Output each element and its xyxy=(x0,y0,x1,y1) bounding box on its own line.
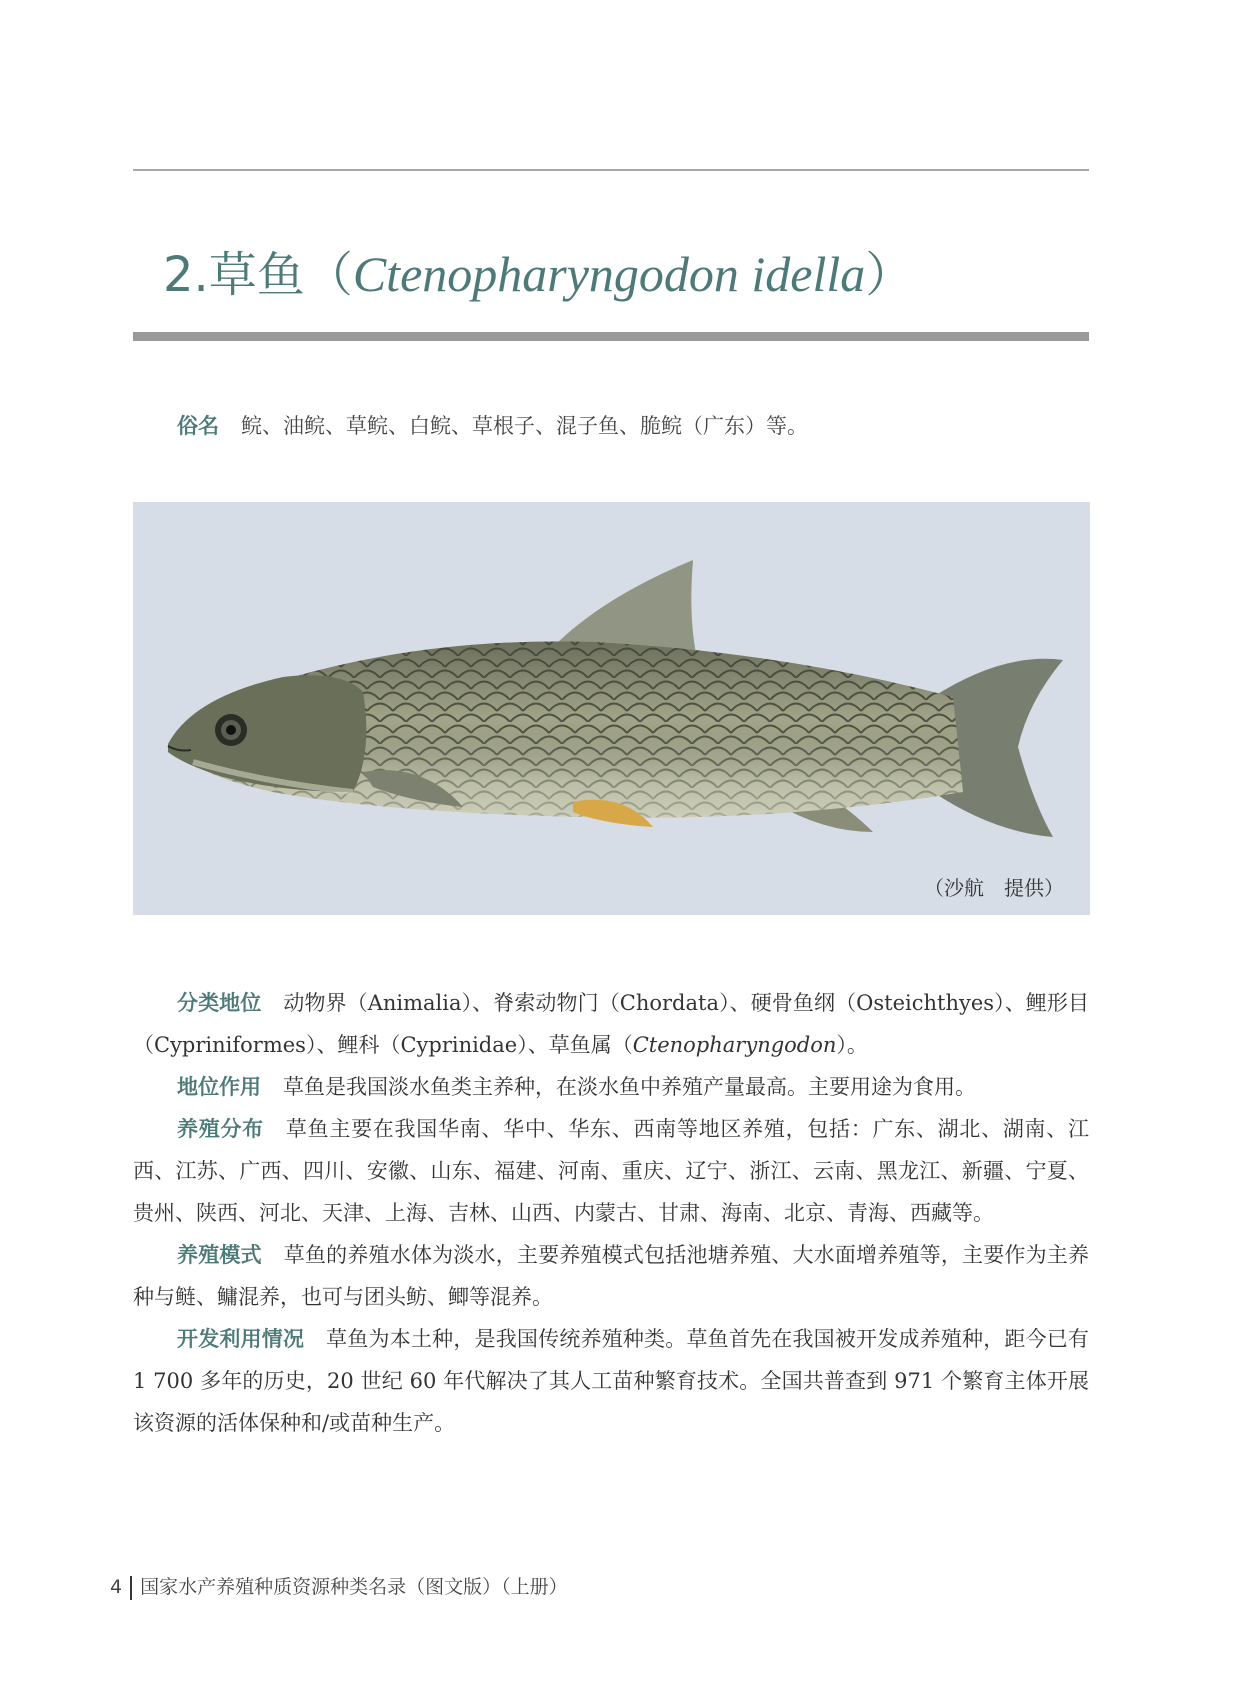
common-name-text: 鲩、油鲩、草鲩、白鲩、草根子、混子鱼、脆鲩（广东）等。 xyxy=(241,414,808,438)
description-body xyxy=(133,982,1089,1444)
section-culture-mode xyxy=(133,1234,1089,1318)
book-title: 国家水产养殖种质资源种类名录（图文版）（上册） xyxy=(140,1576,568,1598)
section-label: 开发利用情况 xyxy=(177,1327,305,1351)
section-text: 草鱼是我国淡水鱼类主养种，在淡水鱼中养殖产量最高。主要用途为食用。 xyxy=(283,1075,976,1099)
section-role xyxy=(133,1066,1089,1108)
title-paren-close: ） xyxy=(865,247,914,303)
section-distribution xyxy=(133,1108,1089,1234)
fish-photo xyxy=(133,502,1090,915)
title-latin-name: Ctenopharyngodon idella xyxy=(352,246,866,302)
section-italic-genus: Ctenopharyngodon xyxy=(632,1033,837,1057)
section-utilization xyxy=(133,1318,1089,1444)
title-paren-open: （ xyxy=(304,247,353,303)
common-name-label: 俗名 xyxy=(177,414,219,438)
page-number: 4 xyxy=(110,1576,123,1598)
title-underline xyxy=(133,332,1089,341)
top-rule xyxy=(133,169,1089,171)
section-label: 养殖模式 xyxy=(177,1243,262,1267)
title-chinese: 2.草鱼 xyxy=(163,247,305,303)
footer-divider xyxy=(130,1576,132,1600)
photo-credit: （沙航 提供） xyxy=(924,876,1064,900)
section-text: 草鱼主要在我国华南、华中、华东、西南等地区养殖，包括：广东、湖北、湖南、江西、江苏、广西、四川、安徽、山东、福建、河南、重庆、辽宁、浙江、云南、黑龙江、新疆、宁夏、贵州、陕西、河北、天津、上海、吉林、山西、内蒙古、甘肃、海南、北京、青海、西藏等。 xyxy=(133,1117,1090,1225)
section-tail: ）。 xyxy=(836,1033,868,1057)
section-text: 草鱼的养殖水体为淡水，主要养殖模式包括池塘养殖、大水面增养殖等，主要作为主养种与鲢、鳙混养，也可与团头鲂、鲫等混养。 xyxy=(133,1243,1089,1309)
grass-carp-illustration xyxy=(133,502,1090,915)
section-classification xyxy=(133,982,1089,1066)
section-text: 草鱼为本土种，是我国传统养殖种类。草鱼首先在我国被开发成养殖种，距今已有 1 700 多年的历史，20 世纪 60 年代解决了其人工苗种繁育技术。全国共普查到 971 个繁育主体开展该资源的活体保种和/或苗种生产。 xyxy=(133,1327,1089,1435)
page-title xyxy=(163,236,913,305)
section-label: 分类地位 xyxy=(177,991,262,1015)
page-footer xyxy=(110,1572,568,1600)
common-name-line xyxy=(177,410,808,440)
section-text: 动物界（Animalia）、脊索动物门（Chordata）、硬骨鱼纲（Osteichthyes）、鲤形目（Cypriniformes）、鲤科（Cyprinidae）、草鱼属（ xyxy=(133,991,1090,1057)
section-label: 地位作用 xyxy=(177,1075,261,1099)
section-label: 养殖分布 xyxy=(177,1117,264,1141)
